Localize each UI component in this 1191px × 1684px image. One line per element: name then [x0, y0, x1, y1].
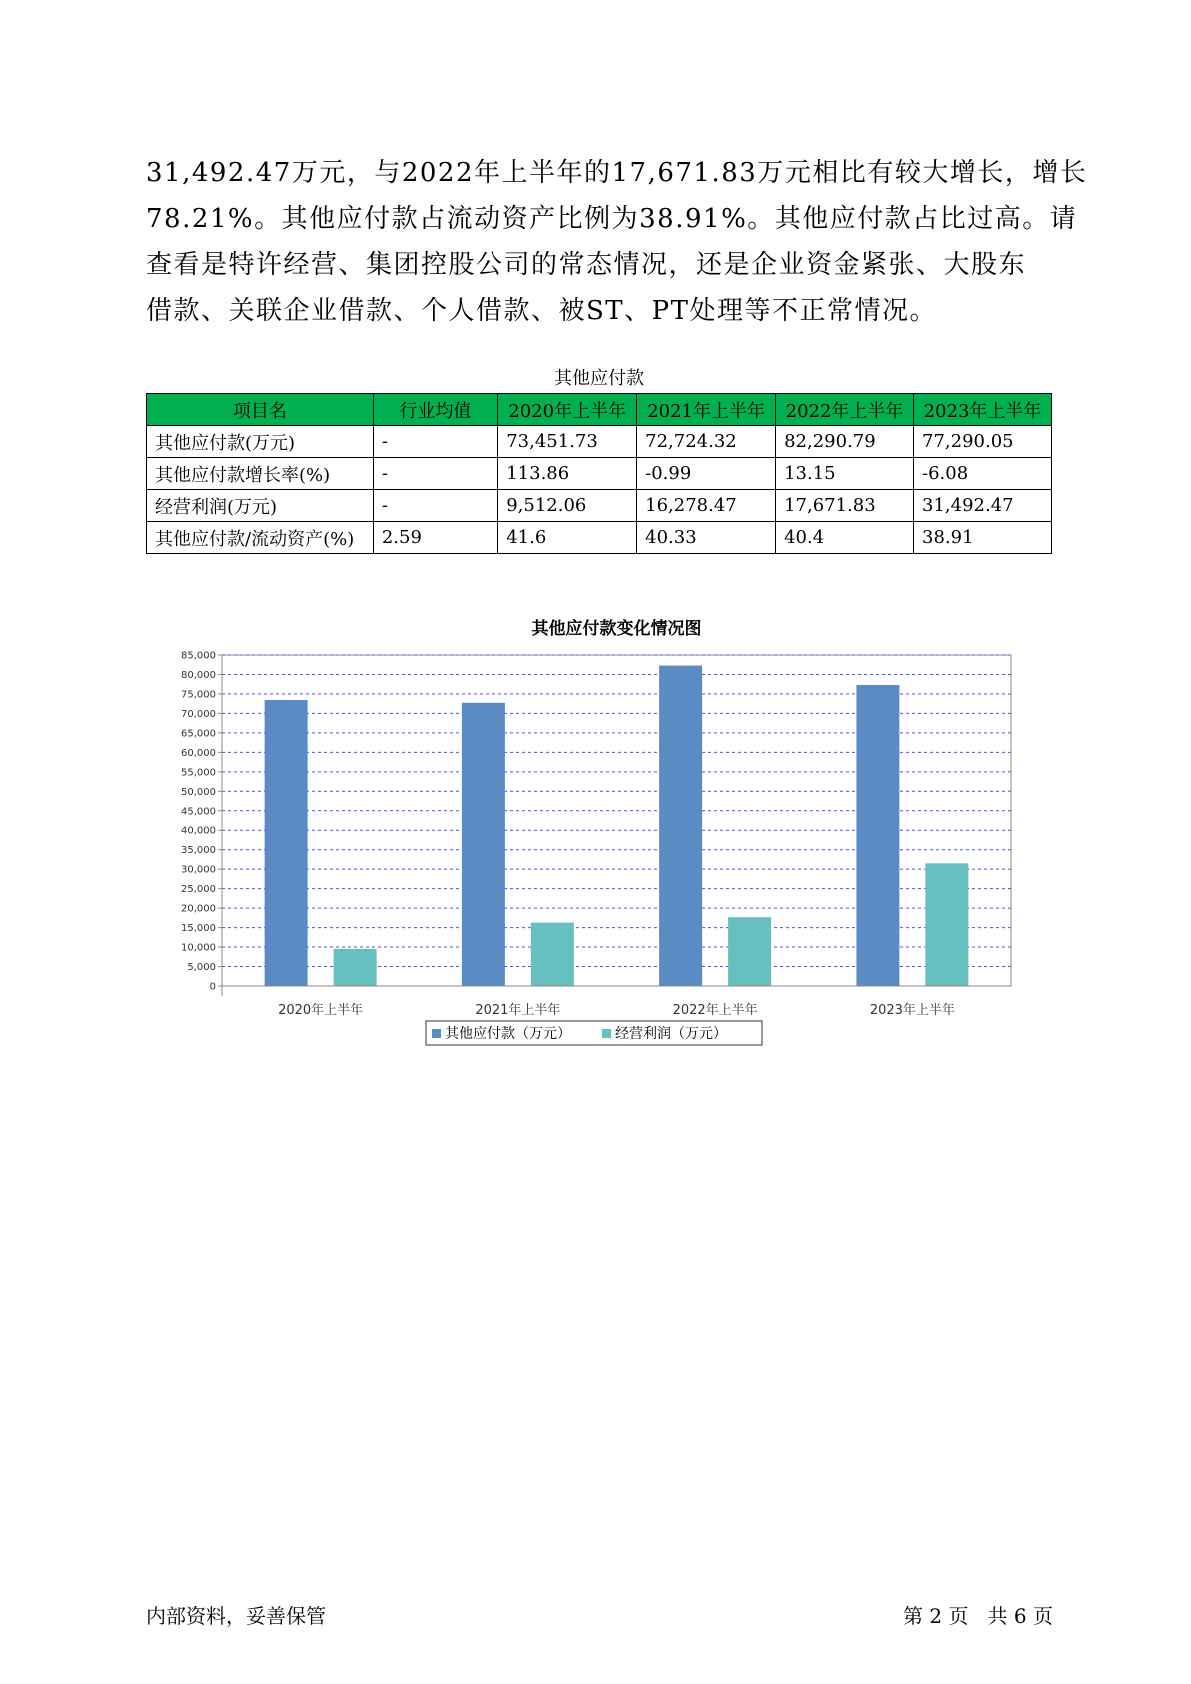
- bar-profit: [334, 949, 377, 986]
- table-row: [147, 458, 1052, 490]
- bar-payables: [265, 700, 308, 986]
- table-cell: -: [373, 458, 497, 490]
- table-cell: 72,724.32: [637, 426, 776, 458]
- table-cell: -0.99: [637, 458, 776, 490]
- x-tick-label: 2022年上半年: [672, 1003, 758, 1018]
- y-tick-label: 0: [209, 981, 216, 993]
- legend-swatch: [432, 1029, 441, 1038]
- table-header-cell: 项目名: [147, 394, 374, 426]
- y-tick-label: 35,000: [181, 845, 216, 857]
- y-tick-label: 85,000: [181, 650, 216, 662]
- paragraph-line: 查看是特许经营、集团控股公司的常态情况，还是企业资金紧张、大股东: [146, 250, 1027, 280]
- table-cell: 其他应付款/流动资产(%): [147, 522, 374, 554]
- table-header-row: [147, 394, 1052, 426]
- y-tick-label: 40,000: [181, 825, 216, 837]
- table-cell: 40.4: [776, 522, 914, 554]
- y-tick-label: 10,000: [181, 942, 216, 954]
- table-cell: 41.6: [498, 522, 637, 554]
- bar-profit: [925, 863, 968, 986]
- y-tick-label: 65,000: [181, 728, 216, 740]
- y-tick-label: 5,000: [187, 962, 216, 974]
- bar-payables: [856, 685, 899, 986]
- y-tick-label: 50,000: [181, 786, 216, 798]
- table-row: [147, 522, 1052, 554]
- table-cell: -6.08: [914, 458, 1052, 490]
- x-tick-label: 2020年上半年: [278, 1003, 364, 1018]
- table-cell: -: [373, 490, 497, 522]
- footer-confidential: 内部资料，妥善保管: [146, 1604, 326, 1628]
- table-cell: 77,290.05: [914, 426, 1052, 458]
- table-cell: 13.15: [776, 458, 914, 490]
- y-tick-label: 80,000: [181, 669, 216, 681]
- y-tick-label: 75,000: [181, 689, 216, 701]
- y-tick-label: 25,000: [181, 884, 216, 896]
- table-header-cell: 行业均值: [373, 394, 497, 426]
- chart-title: 其他应付款变化情况图: [531, 619, 702, 639]
- paragraph-line: 31,492.47万元，与2022年上半年的17,671.83万元相比有较大增长，增长: [146, 158, 1088, 188]
- y-tick-label: 70,000: [181, 708, 216, 720]
- table-cell: 38.91: [914, 522, 1052, 554]
- bar-chart: [146, 605, 1046, 1065]
- body-paragraph: [146, 150, 1088, 334]
- footer-page-number: 第 2 页 共 6 页: [903, 1604, 1053, 1628]
- legend-label: 经营利润（万元）: [615, 1026, 727, 1042]
- table-cell: 73,451.73: [498, 426, 637, 458]
- y-tick-label: 55,000: [181, 767, 216, 779]
- table-cell: 82,290.79: [776, 426, 914, 458]
- table-cell: 9,512.06: [498, 490, 637, 522]
- table-cell: -: [373, 426, 497, 458]
- paragraph-line: 78.21%。其他应付款占流动资产比例为38.91%。其他应付款占比过高。请: [146, 204, 1078, 234]
- bar-payables: [659, 666, 702, 986]
- y-tick-label: 15,000: [181, 923, 216, 935]
- table-cell: 其他应付款(万元): [147, 426, 374, 458]
- table-cell: 17,671.83: [776, 490, 914, 522]
- table-cell: 2.59: [373, 522, 497, 554]
- y-tick-label: 20,000: [181, 903, 216, 915]
- table-header-cell: 2020年上半年: [498, 394, 637, 426]
- x-tick-label: 2021年上半年: [475, 1003, 561, 1018]
- paragraph-line: 借款、关联企业借款、个人借款、被ST、PT处理等不正常情况。: [146, 296, 937, 326]
- data-table: [146, 393, 1052, 554]
- legend-swatch: [602, 1029, 611, 1038]
- y-tick-label: 60,000: [181, 747, 216, 759]
- bar-profit: [728, 917, 771, 986]
- bar-profit: [531, 923, 574, 986]
- table-row: [147, 490, 1052, 522]
- table-title: 其他应付款: [554, 368, 644, 389]
- table-cell: 其他应付款增长率(%): [147, 458, 374, 490]
- bar-payables: [462, 703, 505, 986]
- table-header-cell: 2023年上半年: [914, 394, 1052, 426]
- table-header-cell: 2022年上半年: [776, 394, 914, 426]
- y-tick-label: 45,000: [181, 806, 216, 818]
- table-cell: 40.33: [637, 522, 776, 554]
- table-header-cell: 2021年上半年: [637, 394, 776, 426]
- table-cell: 31,492.47: [914, 490, 1052, 522]
- legend-label: 其他应付款（万元）: [445, 1026, 571, 1042]
- x-tick-label: 2023年上半年: [869, 1003, 955, 1018]
- table-row: [147, 426, 1052, 458]
- table-cell: 经营利润(万元): [147, 490, 374, 522]
- table-cell: 16,278.47: [637, 490, 776, 522]
- y-tick-label: 30,000: [181, 864, 216, 876]
- table-cell: 113.86: [498, 458, 637, 490]
